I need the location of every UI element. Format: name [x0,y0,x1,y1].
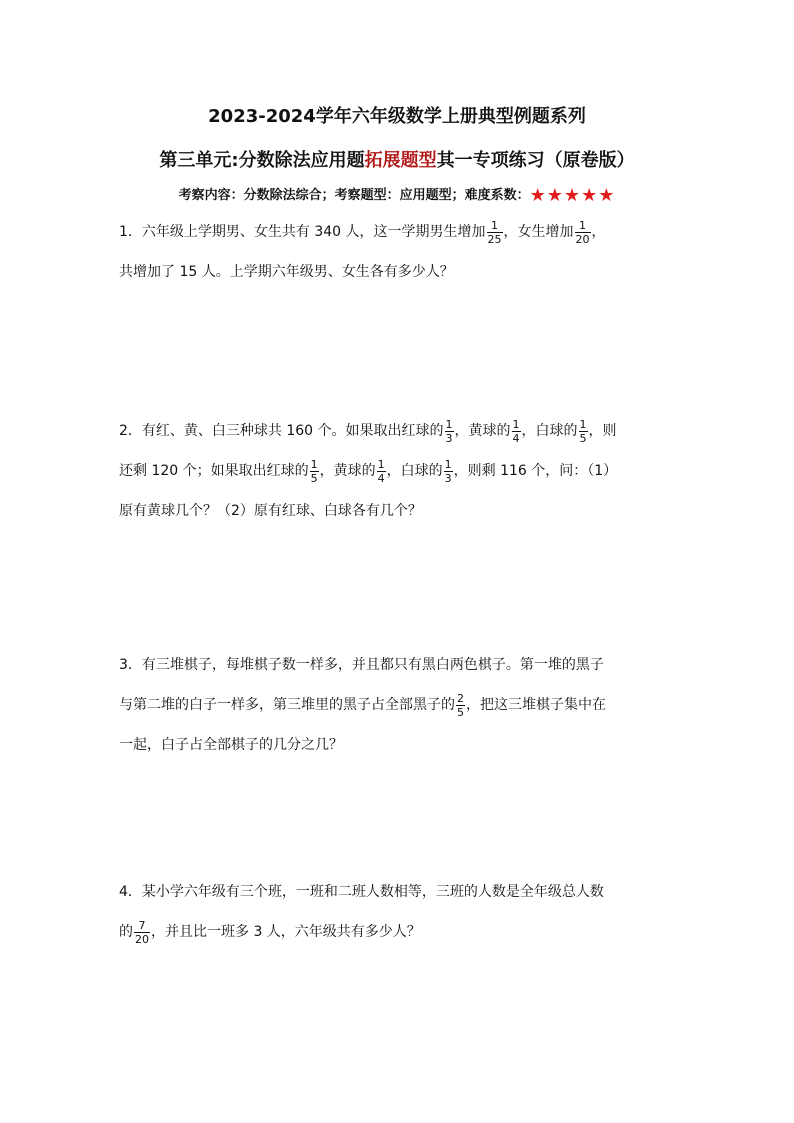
question-3 [119,645,679,765]
question-3-line-2 [119,685,679,725]
fraction-denominator: 3 [444,471,452,485]
subtitle-prefix: 第三单元:分数除法应用题 [159,150,365,171]
fraction [444,458,453,485]
subtitle-suffix: 其一专项练习（原卷版） [436,150,635,171]
question-2 [119,411,679,531]
fraction [134,919,150,946]
q2-text-f: ，黄球的 [319,463,376,479]
page-title: 2023-2024学年六年级数学上册典型例题系列 [208,106,586,127]
fraction-denominator: 5 [457,705,464,719]
fraction-numerator: 1 [579,417,587,431]
question-1-line-2: 共增加了 15 人。上学期六年级男、女生各有多少人？ [119,264,454,280]
q4-text-a: 的 [119,924,133,940]
fraction-numerator: 1 [512,417,520,431]
fraction-denominator: 3 [445,431,453,445]
fraction-numerator: 1 [491,218,499,232]
q2-text-b: ，黄球的 [454,423,511,439]
fraction-numerator: 1 [445,417,453,431]
fraction-denominator: 4 [377,471,385,485]
question-4-line-1: 4．某小学六年级有三个班，一班和二班人数相等，三班的人数是全年级总人数 [119,884,604,900]
fraction-denominator: 5 [579,431,587,445]
question-1 [119,212,679,292]
question-2-line-1 [119,411,679,451]
q2-text-c: ，白球的 [521,423,578,439]
q3-text-a: 与第二堆的白子一样多，第三堆里的黑子占全部黑子的 [119,697,455,713]
fraction [310,458,319,485]
fraction-numerator: 2 [457,691,464,705]
question-4-line-2 [119,912,679,952]
subtitle-highlight: 拓展题型 [364,150,437,171]
q2-text-h: ，则剩 116 个，问：（1） [453,463,618,479]
page-subtitle [0,146,794,172]
q1-text-a: 1．六年级上学期男、女生共有 340 人，这一学期男生增加 [119,224,486,240]
fraction-numerator: 1 [579,218,587,232]
meta-text: 考察内容：分数除法综合；考察题型：应用题型；难度系数： [178,188,530,203]
fraction-denominator: 4 [512,431,520,445]
q1-text-c: ， [591,224,606,240]
fraction-numerator: 7 [138,918,146,932]
q2-text-e: 还剩 120 个；如果取出红球的 [119,463,309,479]
q4-text-b: ，并且比一班多 3 人，六年级共有多少人？ [151,924,421,940]
fraction-denominator: 20 [135,932,149,946]
question-1-line-1 [119,212,679,252]
difficulty-stars-icon: ★★★★★ [529,185,616,206]
q2-text-g: ，白球的 [386,463,443,479]
q3-text-b: ，把这三堆棋子集中在 [466,697,606,713]
question-3-line-3: 一起，白子占全部棋子的几分之几？ [119,737,343,753]
question-3-line-1: 3．有三堆棋子，每堆棋子数一样多，并且都只有黑白两色棋子。第一堆的黑子 [119,657,604,673]
exam-meta [0,184,794,206]
q2-text-a: 2．有红、黄、白三种球共 160 个。如果取出红球的 [119,423,444,439]
fraction [487,219,503,246]
fraction [456,692,465,719]
fraction [575,219,591,246]
fraction-numerator: 1 [444,457,452,471]
question-2-line-3: 原有黄球几个？（2）原有红球、白球各有几个？ [119,503,422,519]
question-4 [119,872,679,952]
fraction [377,458,386,485]
q1-text-b: ，女生增加 [503,224,574,240]
fraction [512,418,521,445]
fraction-denominator: 5 [310,471,318,485]
q2-text-d: ，则 [588,423,617,439]
fraction [445,418,454,445]
fraction [579,418,588,445]
fraction-numerator: 1 [377,457,385,471]
question-2-line-2 [119,451,679,491]
fraction-denominator: 25 [487,232,502,246]
fraction-denominator: 20 [575,232,590,246]
fraction-numerator: 1 [310,457,318,471]
